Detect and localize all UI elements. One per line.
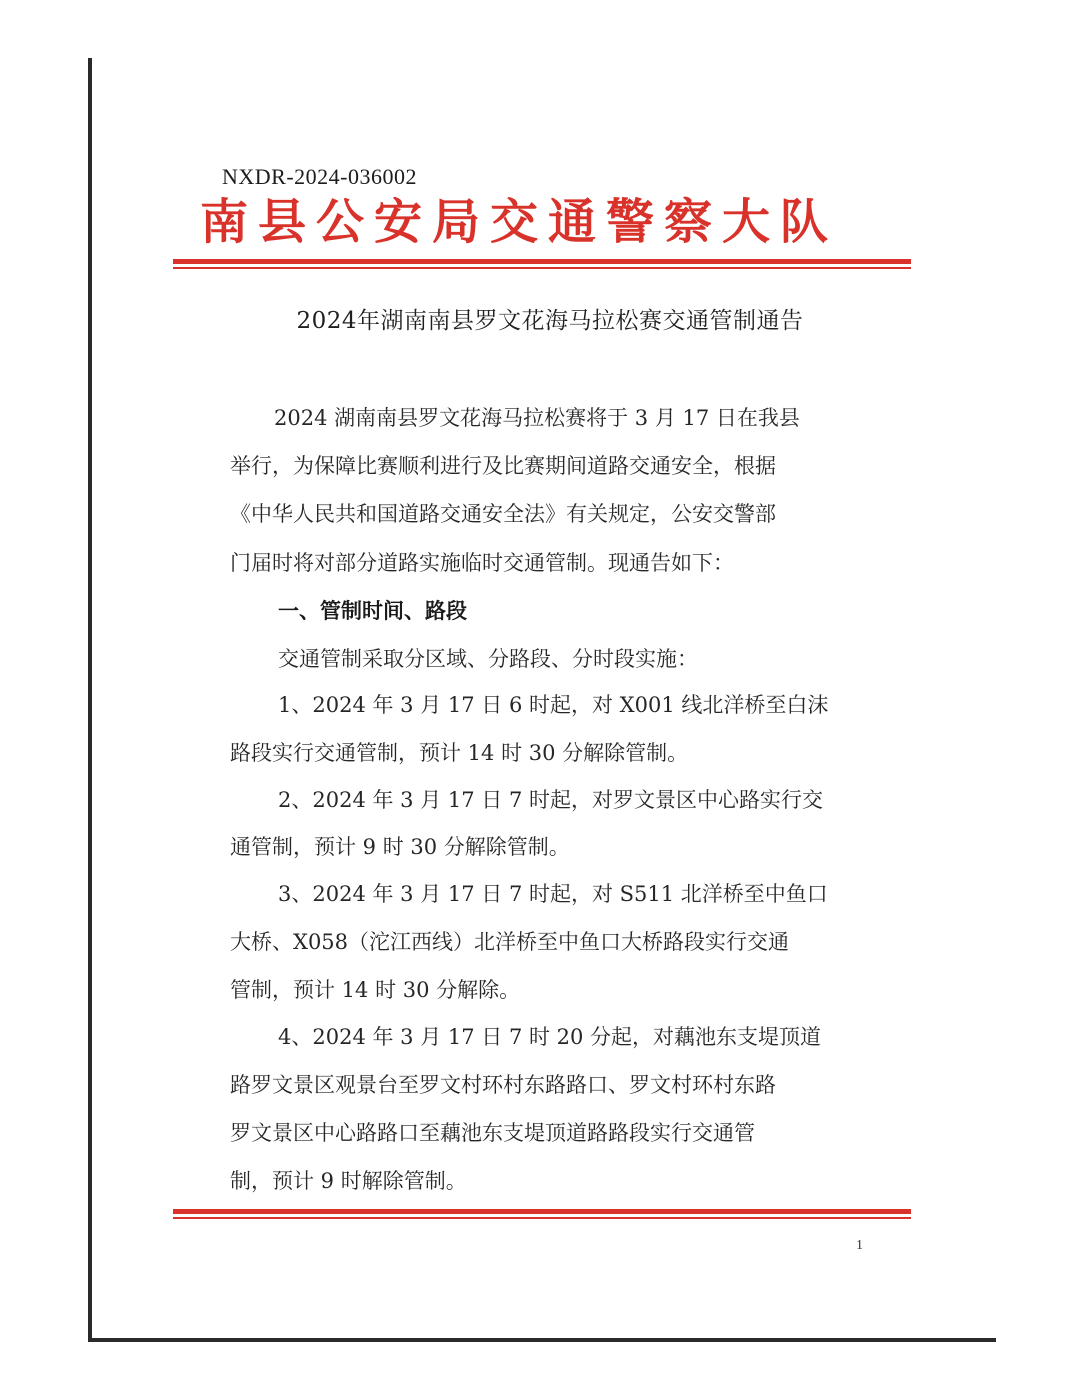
body-line: 管制，预计 14 时 30 分解除。 xyxy=(230,978,521,1002)
body-line: 1、2024 年 3 月 17 日 6 时起，对 X001 线北洋桥至白沫 xyxy=(278,693,829,717)
footer-divider xyxy=(173,1209,911,1219)
body-line: 罗文景区中心路路口至藕池东支堤顶道路路段实行交通管 xyxy=(230,1121,755,1145)
body-line: 4、2024 年 3 月 17 日 7 时 20 分起，对藕池东支堤顶道 xyxy=(278,1025,822,1049)
body-line: 通管制，预计 9 时 30 分解除管制。 xyxy=(230,835,570,859)
letterhead-divider xyxy=(173,259,911,269)
body-line: 《中华人民共和国道路交通安全法》有关规定，公安交警部 xyxy=(230,502,776,526)
body-line: 制，预计 9 时解除管制。 xyxy=(230,1169,467,1193)
body-line: 2、2024 年 3 月 17 日 7 时起，对罗文景区中心路实行交 xyxy=(278,788,823,812)
body-line: 交通管制采取分区域、分路段、分时段实施： xyxy=(278,647,698,671)
body-line: 3、2024 年 3 月 17 日 7 时起，对 S511 北洋桥至中鱼口 xyxy=(278,882,828,906)
page-number: 1 xyxy=(856,1238,863,1253)
body-line: 大桥、X058（沱江西线）北洋桥至中鱼口大桥路段实行交通 xyxy=(230,930,790,954)
body-line: 2024 湖南南县罗文花海马拉松赛将于 3 月 17 日在我县 xyxy=(274,406,800,430)
notice-title: 2024年湖南南县罗文花海马拉松赛交通管制通告 xyxy=(296,308,804,334)
body-line: 举行，为保障比赛顺利进行及比赛期间道路交通安全，根据 xyxy=(230,454,776,478)
section-heading: 一、管制时间、路段 xyxy=(278,599,467,623)
body-line: 路罗文景区观景台至罗文村环村东路路口、罗文村环村东路 xyxy=(230,1073,776,1097)
letterhead-organization: 南县公安局交通警察大队 xyxy=(200,194,839,250)
body-line: 路段实行交通管制，预计 14 时 30 分解除管制。 xyxy=(230,741,689,765)
body-line: 门届时将对部分道路实施临时交通管制。现通告如下： xyxy=(230,551,734,575)
document-number: NXDR-2024-036002 xyxy=(222,164,417,189)
